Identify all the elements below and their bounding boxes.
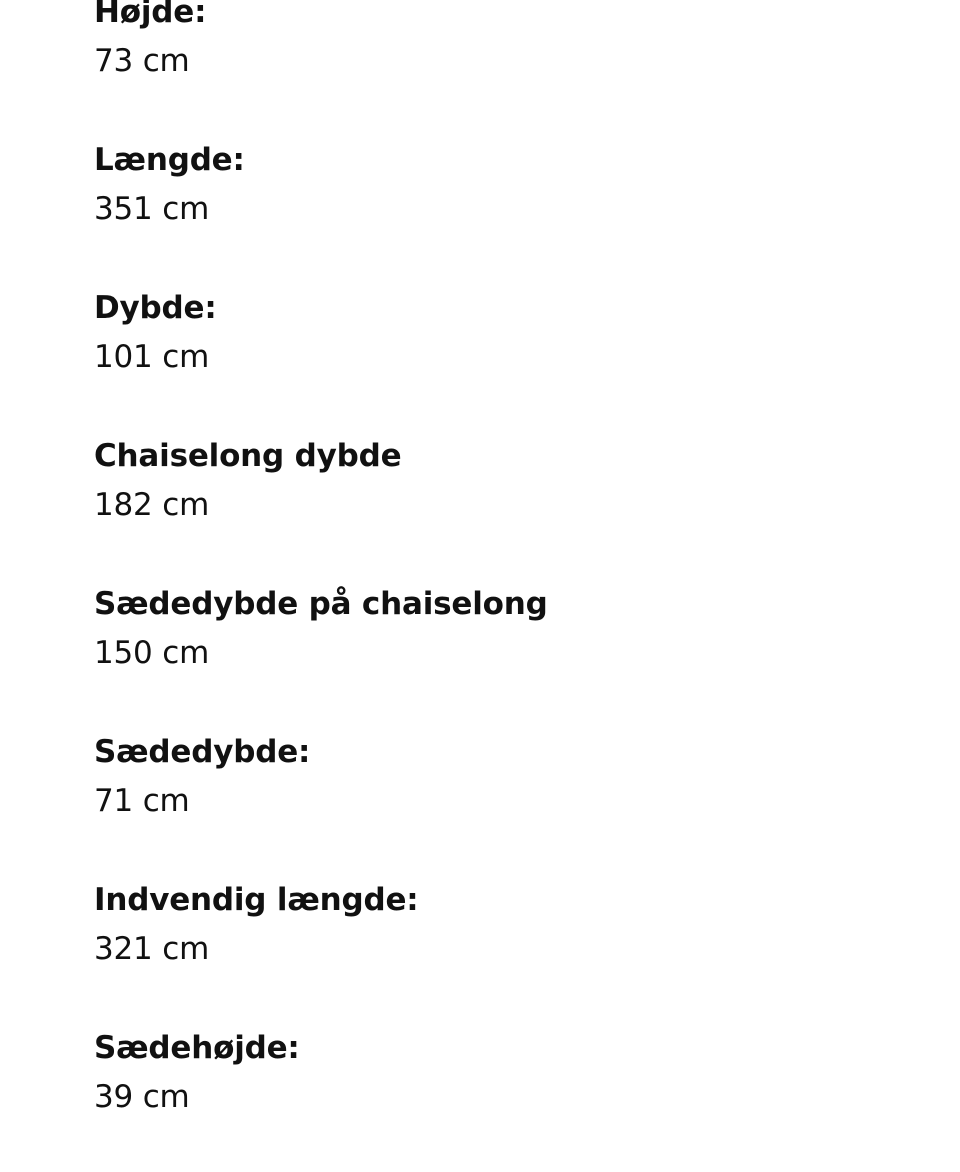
- spec-value: 182 cm: [94, 487, 210, 523]
- spec-label: Chaiselong dybde: [94, 438, 402, 474]
- spec-label: Længde:: [94, 142, 245, 178]
- spec-label: Sædedybde på chaiselong: [94, 586, 548, 622]
- spec-value: 73 cm: [94, 43, 190, 79]
- spec-label: Sædehøjde:: [94, 1030, 300, 1066]
- spec-value: 71 cm: [94, 783, 190, 819]
- spec-value: 101 cm: [94, 339, 210, 375]
- spec-label: Dybde:: [94, 290, 217, 326]
- spec-value: 351 cm: [94, 191, 210, 227]
- spec-label: Indvendig længde:: [94, 882, 419, 918]
- spec-value: 321 cm: [94, 931, 210, 967]
- spec-label: Sædedybde:: [94, 734, 311, 770]
- spec-label: Højde:: [94, 0, 207, 30]
- spec-value: 150 cm: [94, 635, 210, 671]
- spec-value: 39 cm: [94, 1079, 190, 1115]
